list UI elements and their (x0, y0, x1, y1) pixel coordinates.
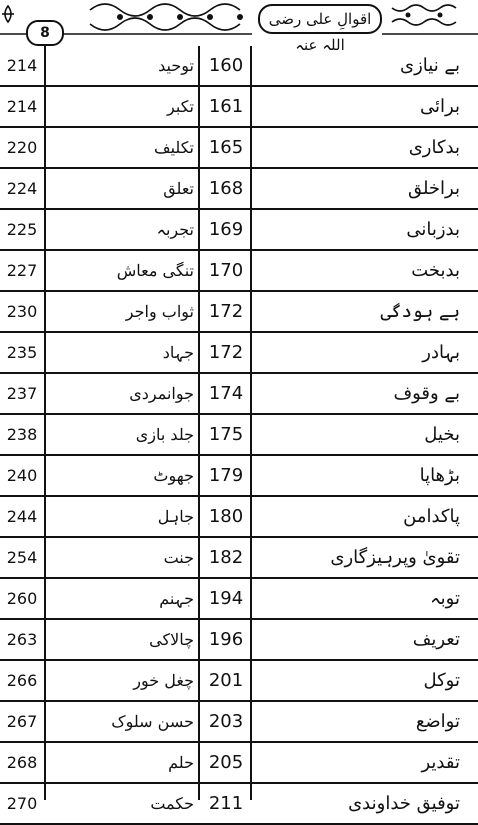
topic-cell: چالاکی (149, 630, 194, 649)
topic-cell: تواضع (415, 711, 460, 732)
topic-cell: تنگی معاش (116, 261, 194, 280)
page-number-cell: 201 (208, 670, 244, 691)
topic-cell: توفیق خداوندی (348, 793, 460, 814)
table-row (0, 497, 478, 538)
page-number-cell: 203 (208, 711, 244, 732)
topic-cell: پاکدامن (403, 506, 460, 527)
topic-cell: حسن سلوک (111, 712, 194, 731)
page-number-cell: 224 (6, 179, 38, 198)
page-number-cell: 205 (208, 752, 244, 773)
page-number-cell: 235 (6, 343, 38, 362)
page-number-cell: 227 (6, 261, 38, 280)
page-number-cell: 170 (208, 260, 244, 281)
page-number-cell: 168 (208, 178, 244, 199)
table-row (0, 169, 478, 210)
page-number-cell: 172 (208, 301, 244, 322)
page-number-cell: 214 (6, 97, 38, 116)
table-row (0, 579, 478, 620)
page-number-cell: 211 (208, 793, 244, 814)
page-number-cell: 270 (6, 794, 38, 813)
topic-cell: برائی (420, 96, 460, 117)
table-row (0, 46, 478, 87)
table-row (0, 415, 478, 456)
table-row (0, 743, 478, 784)
page-number-cell: 260 (6, 589, 38, 608)
topic-cell: جوانمردی (129, 384, 194, 403)
page-number-cell: 263 (6, 630, 38, 649)
table-row (0, 538, 478, 579)
topic-cell: تجربہ (156, 220, 194, 239)
topic-cell: بے وقوف (393, 383, 460, 404)
table-row (0, 661, 478, 702)
page-number-cell: 180 (208, 506, 244, 527)
topic-cell: حلم (168, 753, 194, 772)
page-number-cell: 220 (6, 138, 38, 157)
page-number-cell: 160 (208, 55, 244, 76)
table-row (0, 620, 478, 661)
topic-cell: تعریف (412, 629, 460, 650)
book-title: اقوالِ علی رضی اللہ عنہ (258, 4, 382, 34)
topic-cell: بدبخت (411, 260, 460, 281)
topic-cell: بدکاری (408, 137, 460, 158)
page-number-cell: 214 (6, 56, 38, 75)
topic-cell: ثواب واجر (125, 302, 194, 321)
topic-cell: حکمت (150, 794, 194, 813)
page-number-cell: 240 (6, 466, 38, 485)
page-number-cell: 254 (6, 548, 38, 567)
topic-cell: تقدیر (421, 752, 460, 773)
topic-cell: تکبر (167, 97, 194, 116)
page-number-cell: 169 (208, 219, 244, 240)
topic-cell: جاہل (157, 507, 194, 526)
page-number-cell: 266 (6, 671, 38, 690)
table-row (0, 784, 478, 825)
table-row (0, 456, 478, 497)
topic-cell: بڑھاپا (419, 465, 460, 486)
table-row (0, 128, 478, 169)
table-row (0, 210, 478, 251)
page-header (0, 0, 478, 54)
page-number-cell: 174 (208, 383, 244, 404)
index-table (0, 46, 478, 814)
table-row (0, 702, 478, 743)
topic-cell: توکل (423, 670, 460, 691)
topic-cell: چغل خور (133, 671, 194, 690)
page-number-cell: 179 (208, 465, 244, 486)
topic-cell: براخلق (407, 178, 460, 199)
page-number-cell: 225 (6, 220, 38, 239)
page-number-cell: 165 (208, 137, 244, 158)
topic-cell: توحید (158, 56, 194, 75)
topic-cell: توبہ (430, 588, 460, 609)
page-number: 8 (26, 20, 64, 46)
topic-cell: بے نیازی (400, 55, 460, 76)
page-number-cell: 267 (6, 712, 38, 731)
topic-cell: بدزبانی (406, 219, 460, 240)
table-row (0, 251, 478, 292)
topic-cell: تعلق (163, 179, 194, 198)
topic-cell: جہنم (159, 589, 194, 608)
page-number-cell: 196 (208, 629, 244, 650)
page-number-cell: 237 (6, 384, 38, 403)
page-number-cell: 230 (6, 302, 38, 321)
ornamental-border-icon (0, 0, 478, 46)
page-number-cell: 182 (208, 547, 244, 568)
topic-cell: بے ہودگی (380, 301, 460, 322)
table-row (0, 374, 478, 415)
topic-cell: بخیل (424, 424, 460, 445)
topic-cell: تقویٰ وپرہیزگاری (330, 547, 460, 568)
page-number-cell: 194 (208, 588, 244, 609)
topic-cell: جہاد (162, 343, 194, 362)
topic-cell: جھوٹ (153, 466, 194, 485)
page-number-cell: 161 (208, 96, 244, 117)
table-row (0, 333, 478, 374)
topic-cell: بہادر (422, 342, 460, 363)
table-row (0, 87, 478, 128)
page-number-cell: 268 (6, 753, 38, 772)
topic-cell: جنت (163, 548, 194, 567)
topic-cell: تکلیف (154, 138, 194, 157)
page-number-cell: 175 (208, 424, 244, 445)
page-number-cell: 238 (6, 425, 38, 444)
topic-cell: جلد بازی (135, 425, 194, 444)
page-number-cell: 172 (208, 342, 244, 363)
page-number-cell: 244 (6, 507, 38, 526)
table-row (0, 292, 478, 333)
